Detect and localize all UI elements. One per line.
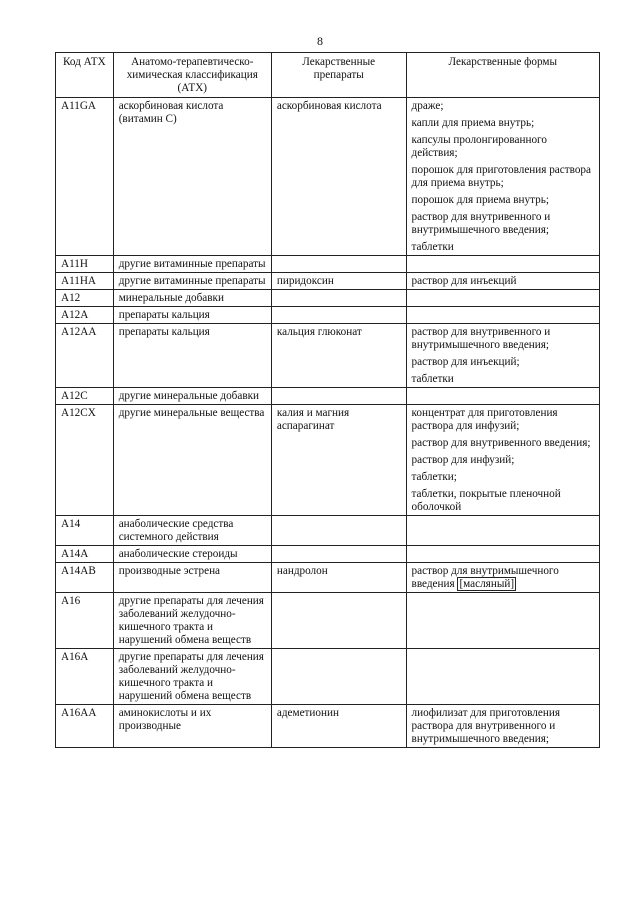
form-item: капли для приема внутрь; [411,117,535,129]
cell-classification: препараты кальция [113,324,271,388]
form-item: капсулы пролонгированного действия; [411,134,547,159]
atx-table [55,52,600,748]
cell-forms [406,516,599,546]
form-item: порошок для приема внутрь; [411,194,549,206]
table-row [56,324,600,388]
table-row [56,256,600,273]
cell-forms [406,546,599,563]
table-row [56,98,600,256]
cell-forms [406,405,599,516]
cell-classification: анаболические средства системного действия [113,516,271,546]
cell-forms [406,563,599,593]
form-item: раствор для внутривенного и внутримышечного введения; [411,211,551,236]
table-row [56,388,600,405]
cell-code: A16 [56,593,114,649]
cell-code: A16A [56,649,114,705]
cell-forms [406,388,599,405]
cell-classification: аскорбиновая кислота (витамин С) [113,98,271,256]
form-item: раствор для внутривенного и внутримышечного введения; [411,326,551,351]
cell-drug: нандролон [271,563,406,593]
cell-classification: препараты кальция [113,307,271,324]
cell-drug [271,307,406,324]
header-forms: Лекарственные формы [406,53,599,98]
page-number: 8 [317,34,323,48]
cell-drug [271,290,406,307]
form-item: порошок для приготовления раствора для приема внутрь; [411,164,591,189]
cell-code: A11H [56,256,114,273]
cell-drug [271,649,406,705]
cell-forms [406,324,599,388]
cell-drug [271,388,406,405]
cell-forms [406,98,599,256]
header-code: Код АТХ [56,53,114,98]
cell-classification: аминокислоты и их производные [113,705,271,748]
form-item: таблетки [411,373,454,385]
cell-code: A11GA [56,98,114,256]
cell-drug [271,256,406,273]
cell-code: A12C [56,388,114,405]
cell-code: A12AA [56,324,114,388]
header-drugs: Лекарственные препараты [271,53,406,98]
cell-code: A11HA [56,273,114,290]
cell-forms [406,705,599,748]
cell-code: A12A [56,307,114,324]
table-row [56,546,600,563]
cell-drug: кальция глюконат [271,324,406,388]
form-item: таблетки, покрытые пленочной оболочкой [411,488,561,513]
cell-forms [406,290,599,307]
form-item: таблетки; [411,471,457,483]
cell-code: A14AB [56,563,114,593]
cell-code: A14A [56,546,114,563]
cell-forms [406,307,599,324]
cell-classification: анаболические стероиды [113,546,271,563]
table-row [56,705,600,748]
cell-forms [406,273,599,290]
table-header-row [56,53,600,98]
cell-classification: производные эстрена [113,563,271,593]
table-row [56,649,600,705]
cell-drug: адеметионин [271,705,406,748]
table-row [56,405,600,516]
form-item: раствор для инфузий; [411,454,515,466]
cell-code: A12 [56,290,114,307]
table-row [56,563,600,593]
cell-classification: другие витаминные препараты [113,256,271,273]
table-row [56,290,600,307]
form-text: раствор для внутримышечного введения [411,565,559,590]
form-item: лиофилизат для приготовления раствора для внутривенного и внутримышечного введения; [411,707,560,745]
cell-drug: калия и магния аспарагинат [271,405,406,516]
form-item: таблетки [411,241,454,253]
table-row [56,307,600,324]
cell-forms [406,649,599,705]
form-item: раствор для инъекций [411,275,517,287]
form-item: концентрат для приготовления раствора для инфузий; [411,407,558,432]
cell-classification: другие витаминные препараты [113,273,271,290]
cell-drug [271,593,406,649]
header-classification: Анатомо-терапевтическо-химическая классификация (АТХ) [113,53,271,98]
cell-drug: аскорбиновая кислота [271,98,406,256]
cell-classification: минеральные добавки [113,290,271,307]
cell-classification: другие минеральные вещества [113,405,271,516]
table-row [56,273,600,290]
cell-forms [406,593,599,649]
cell-code: A14 [56,516,114,546]
cell-drug [271,516,406,546]
table-row [56,516,600,546]
form-item: раствор для внутривенного введения; [411,437,591,449]
form-item: драже; [411,100,444,112]
form-bracketed: [масляный] [459,578,515,590]
cell-drug [271,546,406,563]
cell-code: A16AA [56,705,114,748]
cell-classification: другие препараты для лечения заболеваний желудочно-кишечного тракта и нарушений обмена веществ [113,649,271,705]
cell-code: A12CX [56,405,114,516]
cell-classification: другие минеральные добавки [113,388,271,405]
cell-classification: другие препараты для лечения заболеваний желудочно-кишечного тракта и нарушений обмена веществ [113,593,271,649]
table-body [56,98,600,748]
cell-forms [406,256,599,273]
table-row [56,593,600,649]
cell-drug: пиридоксин [271,273,406,290]
form-item: раствор для инъекций; [411,356,520,368]
